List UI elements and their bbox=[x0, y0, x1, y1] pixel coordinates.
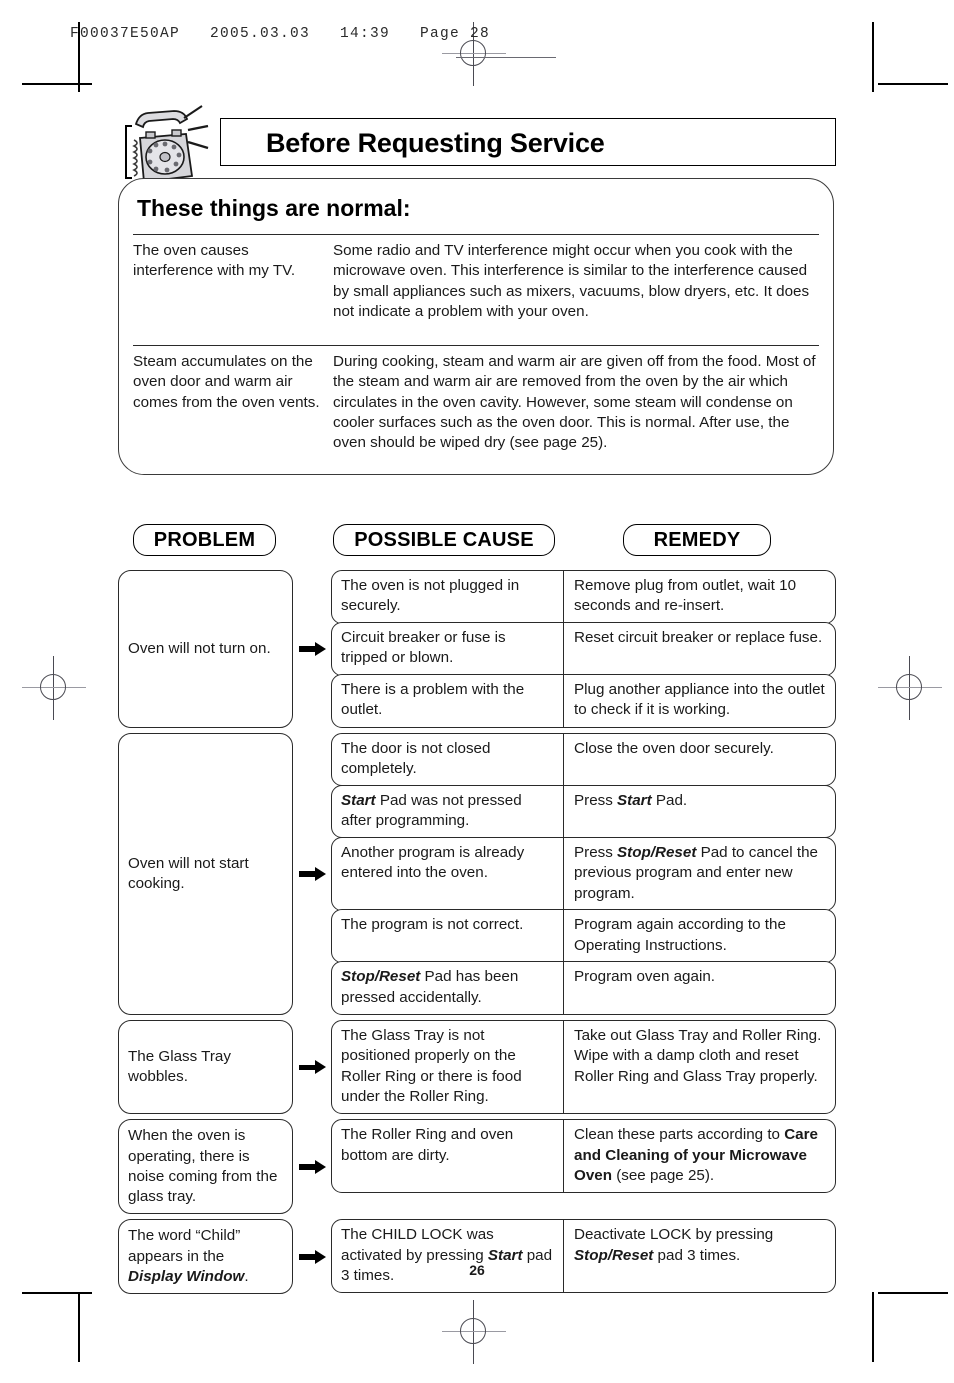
registration-mark-left bbox=[22, 656, 86, 720]
page-number: 26 bbox=[469, 1262, 485, 1278]
crop-mark-top-right-horizontal bbox=[878, 83, 948, 85]
problem-cell bbox=[118, 570, 293, 728]
registration-mark-bottom bbox=[442, 1300, 506, 1364]
normal-section-heading: These things are normal: bbox=[137, 195, 411, 221]
troubleshooting-group bbox=[118, 1020, 836, 1114]
column-header-possible-cause: POSSIBLE CAUSE bbox=[333, 524, 555, 556]
crop-mark-bottom-left-vertical bbox=[78, 1292, 80, 1362]
crop-mark-bottom-right-vertical bbox=[872, 1292, 874, 1362]
problem-text: The word “Child” appears in the Display Window. bbox=[128, 1227, 249, 1286]
cause-remedy-rows bbox=[331, 1219, 836, 1294]
possible-cause-cell: The program is not correct. bbox=[332, 910, 564, 962]
crop-mark-top-left-horizontal bbox=[22, 83, 92, 85]
remedy-cell: Program oven again. bbox=[574, 968, 715, 986]
table-row bbox=[331, 733, 836, 787]
troubleshooting-group bbox=[118, 1119, 836, 1214]
normal-row-question: Steam accumulates on the oven door and warm air comes from the oven vents. bbox=[133, 353, 320, 411]
table-row bbox=[331, 674, 836, 728]
remedy-cell: Deactivate LOCK by pressing Stop/Reset pad 3 times. bbox=[574, 1226, 774, 1264]
troubleshooting-group bbox=[118, 733, 836, 1015]
normal-row-divider bbox=[133, 345, 819, 346]
problem-text: When the oven is operating, there is noise coming from the glass tray. bbox=[128, 1127, 278, 1206]
normal-row bbox=[133, 352, 825, 453]
these-things-are-normal-panel bbox=[118, 178, 834, 475]
remedy-cell: Program again according to the Operating Instructions. bbox=[574, 916, 786, 954]
table-row bbox=[331, 622, 836, 676]
table-row bbox=[331, 785, 836, 839]
cause-remedy-rows bbox=[331, 1119, 836, 1214]
possible-cause-cell: The door is not closed completely. bbox=[332, 734, 564, 786]
arrow-icon bbox=[293, 1020, 331, 1114]
crop-mark-bottom-left-horizontal bbox=[22, 1292, 92, 1294]
table-row bbox=[331, 837, 836, 911]
table-row bbox=[331, 961, 836, 1015]
table-row bbox=[331, 909, 836, 963]
possible-cause-cell: The Roller Ring and oven bottom are dirty. bbox=[332, 1120, 564, 1192]
column-header-remedy: REMEDY bbox=[623, 524, 771, 556]
possible-cause-cell: Start Pad was not pressed after programming. bbox=[332, 786, 564, 838]
problem-text: Oven will not turn on. bbox=[128, 639, 271, 657]
arrow-icon bbox=[293, 570, 331, 728]
problem-cell bbox=[118, 733, 293, 1015]
crop-mark-top-right-vertical bbox=[872, 22, 874, 92]
problem-cell bbox=[118, 1119, 293, 1214]
normal-row bbox=[133, 241, 825, 322]
troubleshooting-group bbox=[118, 570, 836, 728]
arrow-icon bbox=[293, 733, 331, 1015]
remedy-cell: Take out Glass Tray and Roller Ring. Wipe with a damp cloth and reset Roller Ring and Glass Tray properly. bbox=[574, 1027, 822, 1085]
possible-cause-cell: The Glass Tray is not positioned properly on the Roller Ring or there is food under the Roller Ring. bbox=[332, 1021, 564, 1113]
remedy-cell: Clean these parts according to Care and Cleaning of your Microwave Oven (see page 25). bbox=[574, 1126, 818, 1184]
crop-mark-bottom-right-horizontal bbox=[878, 1292, 948, 1294]
problem-cell bbox=[118, 1219, 293, 1294]
normal-row-question: The oven causes interference with my TV. bbox=[133, 242, 296, 280]
problem-text: Oven will not start cooking. bbox=[128, 854, 249, 892]
possible-cause-cell: The CHILD LOCK was activated by pressing Start pad 3 times. bbox=[332, 1220, 564, 1292]
arrow-icon bbox=[293, 1119, 331, 1214]
problem-text: The Glass Tray wobbles. bbox=[128, 1047, 231, 1086]
remedy-cell: Close the oven door securely. bbox=[574, 739, 774, 757]
table-row bbox=[331, 1020, 836, 1114]
registration-mark-right bbox=[878, 656, 942, 720]
remedy-cell: Reset circuit breaker or replace fuse. bbox=[574, 629, 823, 647]
normal-row-answer: During cooking, steam and warm air are given off from the food. Most of the steam and warm air are removed from the oven by the air which circulates in the oven cavity. However, some steam will condense on cooler surfaces such as the oven door. This is normal. After use, the oven should be wiped dry (see page 25). bbox=[333, 353, 816, 452]
possible-cause-cell: The oven is not plugged in securely. bbox=[332, 571, 564, 623]
remedy-cell: Press Stop/Reset Pad to cancel the previous program and enter new program. bbox=[574, 843, 818, 902]
normal-row-answer: Some radio and TV interference might occur when you cook with the microwave oven. This interference is similar to the interference caused by small appliances such as mixers, vacuums, blow dryers, etc. It does not indicate a problem with your oven. bbox=[333, 242, 810, 320]
print-header-rule bbox=[456, 57, 556, 58]
possible-cause-cell: Another program is already entered into the oven. bbox=[332, 838, 564, 910]
possible-cause-cell: Stop/Reset Pad has been pressed accidentally. bbox=[332, 962, 564, 1014]
troubleshooting-table bbox=[118, 570, 836, 1299]
problem-cell bbox=[118, 1020, 293, 1114]
remedy-cell: Plug another appliance into the outlet to check if it is working. bbox=[574, 681, 825, 719]
table-row bbox=[331, 570, 836, 624]
arrow-icon bbox=[293, 1219, 331, 1294]
troubleshooting-group bbox=[118, 1219, 836, 1294]
page-title-banner bbox=[118, 118, 836, 166]
column-header-problem: PROBLEM bbox=[133, 524, 276, 556]
normal-heading-divider bbox=[133, 234, 819, 235]
cause-remedy-rows bbox=[331, 733, 836, 1015]
cause-remedy-rows bbox=[331, 1020, 836, 1114]
table-row bbox=[331, 1219, 836, 1293]
remedy-cell: Remove plug from outlet, wait 10 seconds and re-insert. bbox=[574, 577, 797, 615]
table-row bbox=[331, 1119, 836, 1193]
cause-remedy-rows bbox=[331, 570, 836, 728]
print-job-header: F00037E50AP 2005.03.03 14:39 Page 28 bbox=[70, 26, 491, 42]
possible-cause-cell: There is a problem with the outlet. bbox=[332, 675, 564, 727]
possible-cause-cell: Circuit breaker or fuse is tripped or blown. bbox=[332, 623, 564, 675]
remedy-cell: Press Start Pad. bbox=[574, 791, 688, 809]
telephone-icon bbox=[118, 100, 222, 188]
page-title: Before Requesting Service bbox=[266, 128, 605, 158]
